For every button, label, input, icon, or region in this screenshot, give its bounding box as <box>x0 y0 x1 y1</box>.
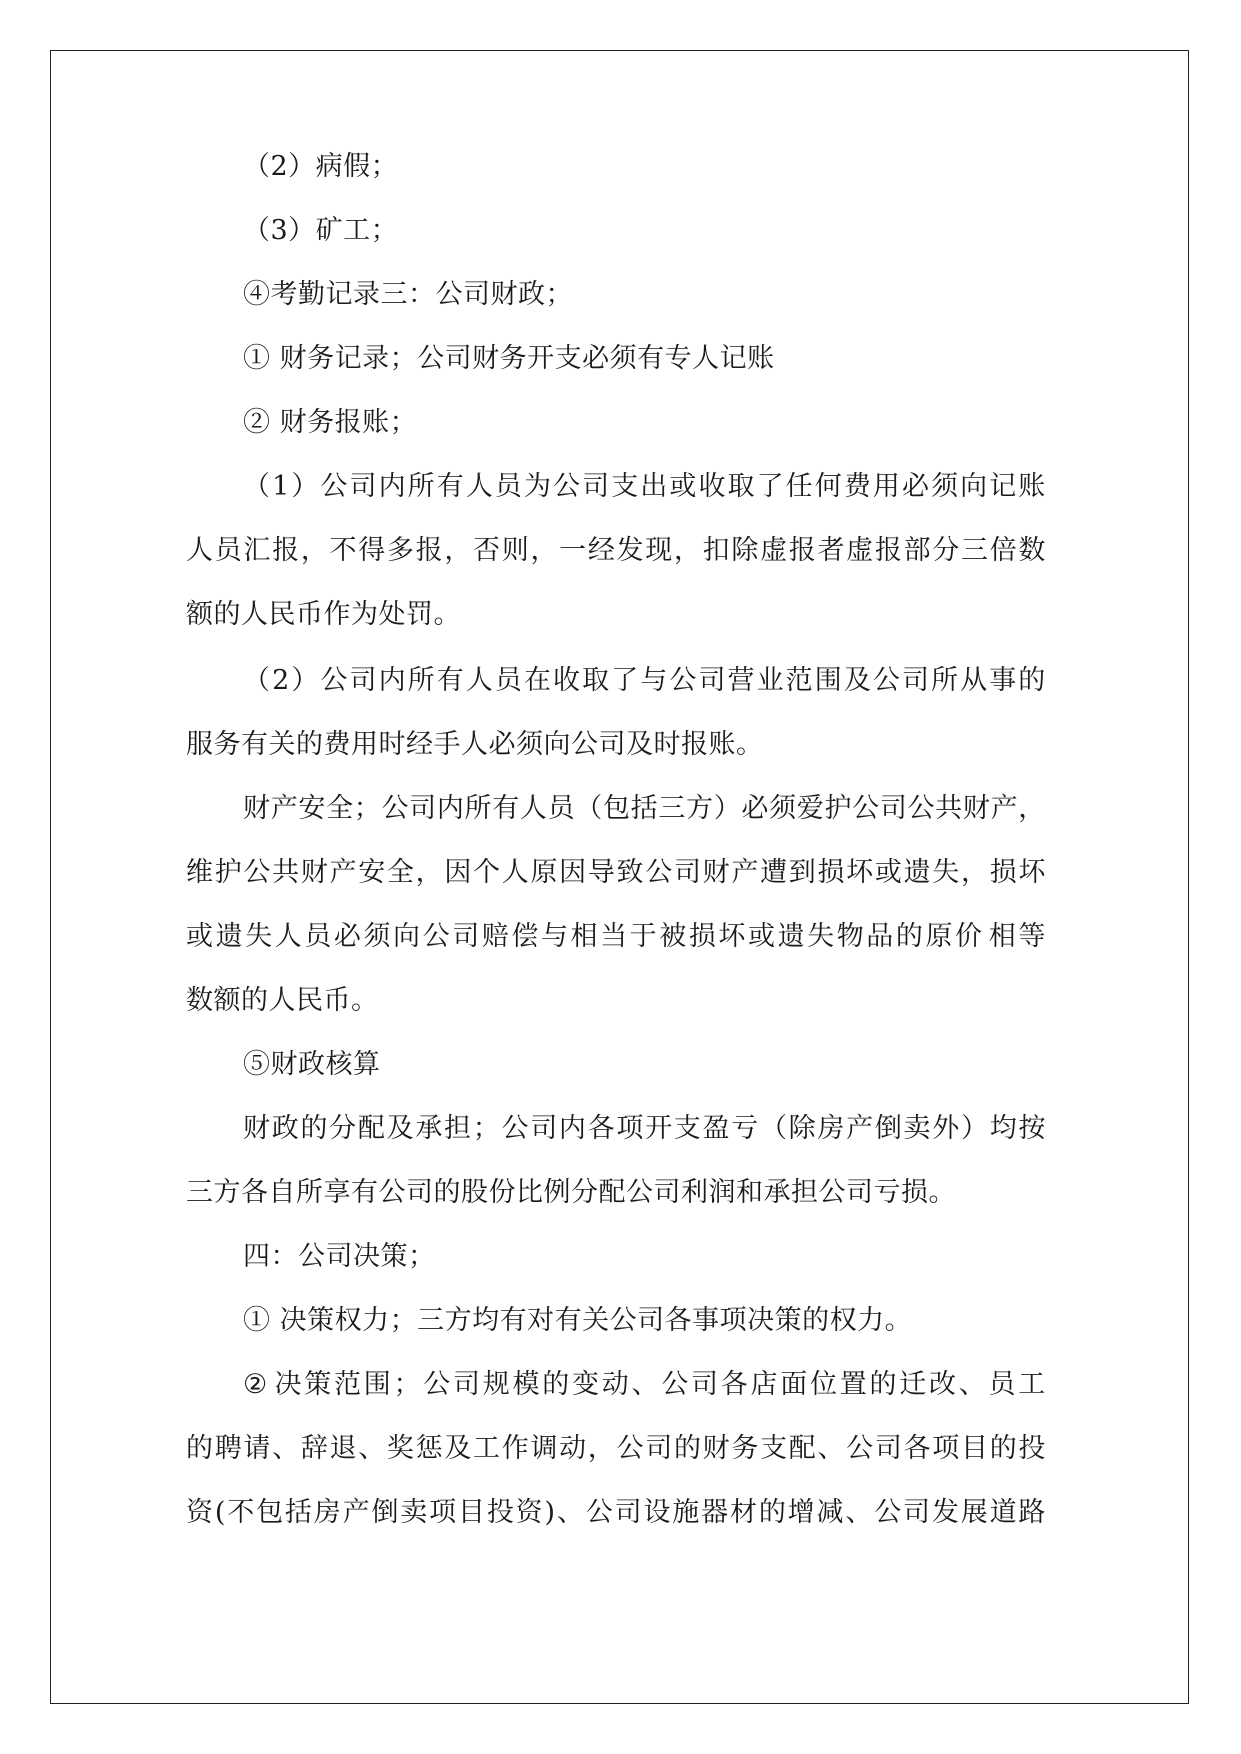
text-line: 维 护 公 共 财 产 安 全 ， 因 个 人 原 因 导 致 公 司 财 产 遭 到 损 坏 或 遗 失 ， 损 坏 <box>186 857 1046 888</box>
text-line: 数额的人民币。 <box>186 985 379 1016</box>
text-line: 财 政 的 分 配 及 承 担 ； 公 司 内 各 项 开 支 盈 亏 （ 除 房 产 倒 卖 外 ） 均 按 <box>243 1113 1046 1144</box>
text-line: 服务有关的费用时经手人必须向公司及时报账。 <box>186 729 764 760</box>
text-line: 额的人民币作为处罚。 <box>186 599 461 630</box>
text-line: 财 产 安 全 ； 公 司 内 所 有 人 员 （ 包 括 三 方 ） 必 须 爱 护 公 司 公 共 财 产 ， <box>243 793 1046 824</box>
text-line: ⑤财政核算 <box>243 1049 381 1080</box>
text-line: ① 决策权力；三方均有对有关公司各事项决策的权力。 <box>243 1305 913 1336</box>
text-line: 资 ( 不 包 括 房 产 倒 卖 项 目 投 资 ) 、 公 司 设 施 器 材 的 增 减 、 公 司 发 展 道 路 <box>186 1497 1046 1528</box>
text-line: （ 2 ） 公 司 内 所 有 人 员 在 收 取 了 与 公 司 营 业 范 围 及 公 司 所 从 事 的 <box>243 665 1046 696</box>
text-line: （ 1 ） 公 司 内 所 有 人 员 为 公 司 支 出 或 收 取 了 任 何 费 用 必 须 向 记 账 <box>243 471 1046 502</box>
text-line: 人 员 汇 报 ， 不 得 多 报 ， 否 则 ， 一 经 发 现 ， 扣 除 虚 报 者 虚 报 部 分 三 倍 数 <box>186 535 1046 566</box>
text-line: ② 决 策 范 围 ； 公 司 规 模 的 变 动 、 公 司 各 店 面 位 置 的 迁 改 、 员 工 <box>243 1369 1046 1400</box>
text-line: （3）矿工； <box>243 215 399 246</box>
text-line: （2）病假； <box>243 151 399 182</box>
text-line: 三方各自所享有公司的股份比例分配公司利润和承担公司亏损。 <box>186 1177 956 1208</box>
text-line: ② 财务报账； <box>243 407 418 438</box>
text-line: ① 财务记录；公司财务开支必须有专人记账 <box>243 343 775 374</box>
text-line: 或 遗 失 人 员 必 须 向 公 司 赔 偿 与 相 当 于 被 损 坏 或 遗 失 物 品 的 原 价 相 等 <box>186 921 1046 952</box>
text-line: 的 聘 请 、 辞 退 、 奖 惩 及 工 作 调 动 ， 公 司 的 财 务 支 配 、 公 司 各 项 目 的 投 <box>186 1433 1046 1464</box>
text-line: 四：公司决策； <box>243 1241 436 1272</box>
text-line: ④考勤记录三：公司财政； <box>243 279 573 310</box>
